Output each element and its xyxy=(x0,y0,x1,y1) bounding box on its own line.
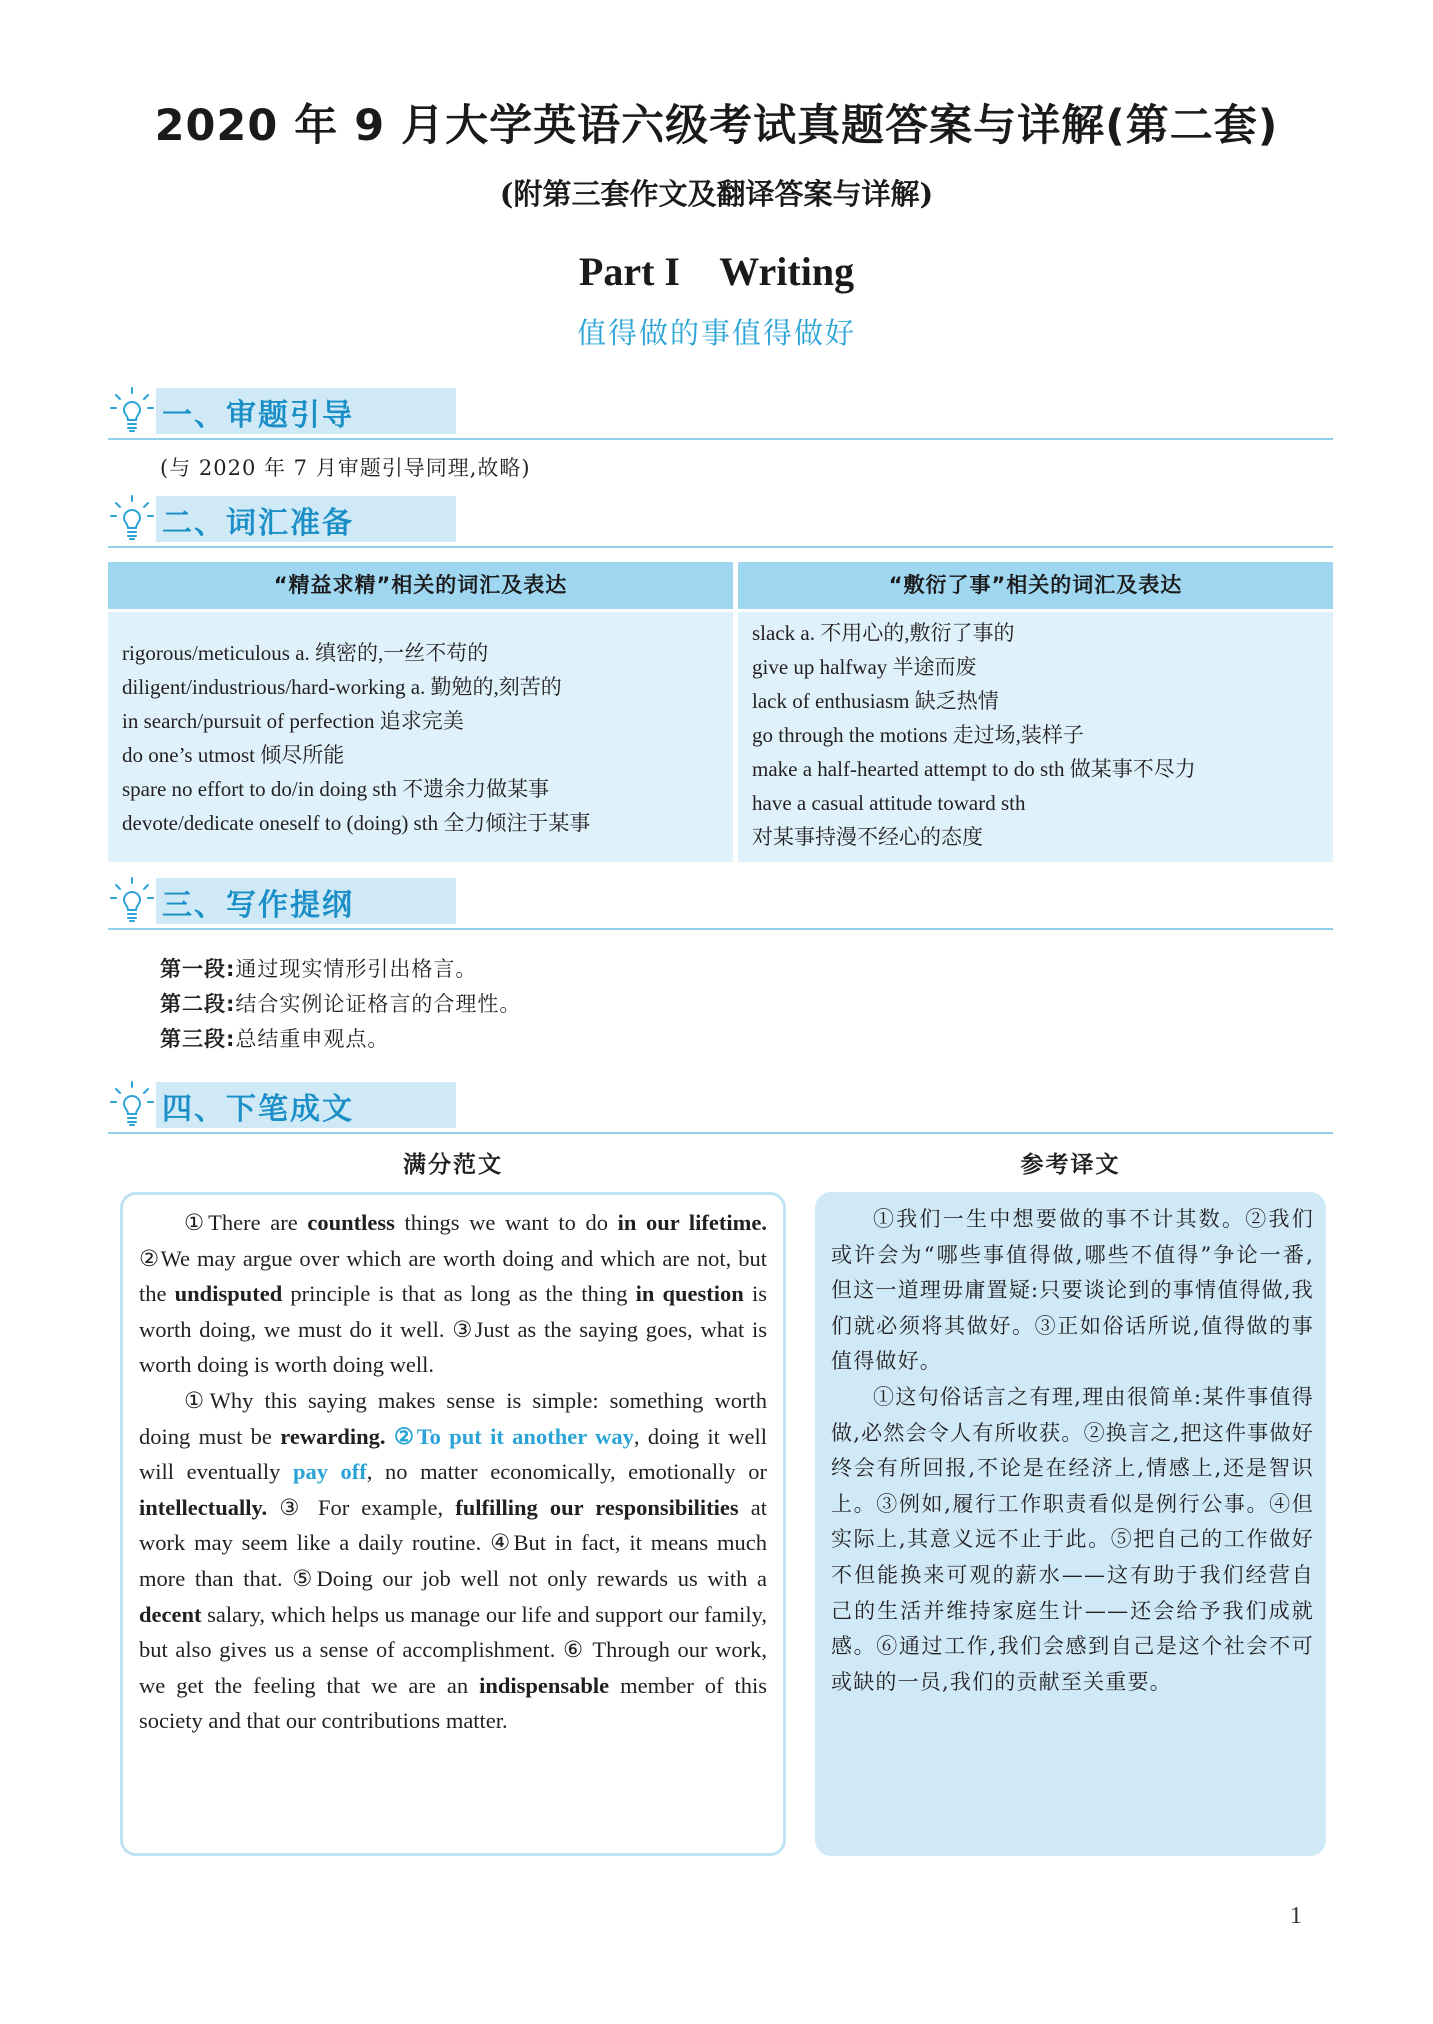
essay-text-run: things we want to do xyxy=(394,1210,618,1235)
essay-text-run xyxy=(385,1424,393,1449)
essay-text-run: ①There are xyxy=(184,1210,308,1235)
vocab-left-list xyxy=(122,636,590,840)
essay-text-run: ①Why this saying makes sense is simple: something worth doing must be xyxy=(139,1387,767,1449)
outline-text: 总结重申观点。 xyxy=(235,1027,390,1051)
translation-paragraph: ①我们一生中想要做的事不计其数。②我们或许会为“哪些事值得做,哪些不值得”争论一番,但这一道理毋庸置疑:只要谈论到的事情值得做,我们就必须将其做好。③正如俗话所说,值得做的事值得做好。 xyxy=(831,1207,1314,1374)
essay-text-run: , no matter economically, emotionally or xyxy=(366,1459,768,1485)
essay-text-run: is worth doing, we must do it well. ③Just as the saying goes, what is worth doing is worth doing well. xyxy=(139,1281,767,1378)
model-essay-text xyxy=(139,1205,767,1739)
vocab-item: go through the motions 走过场,装样子 xyxy=(752,723,1084,747)
essay-text-run: , doing it well will eventually xyxy=(139,1423,767,1485)
essay-key-phrase: in question xyxy=(635,1281,744,1307)
essay-topic: 值得做的事值得做好 xyxy=(576,316,856,350)
essay-key-phrase: rewarding. xyxy=(280,1423,386,1449)
essay-text-run: member of this society and that our contributions matter. xyxy=(139,1672,767,1734)
section-header-2 xyxy=(108,492,1333,548)
document-subtitle: (附第三套作文及翻译答案与详解) xyxy=(499,177,934,211)
outline-label: 第一段: xyxy=(160,957,236,981)
essay-paragraph xyxy=(139,1383,767,1739)
translation-text xyxy=(831,1202,1314,1700)
translation-box xyxy=(815,1192,1326,1856)
essay-key-phrase: fulfilling our responsibilities xyxy=(455,1494,739,1520)
vocab-item: slack a. 不用心的,敷衍了事的 xyxy=(752,621,1015,645)
writing-outline xyxy=(160,952,521,1057)
document-title: 2020 年 9 月大学英语六级考试真题答案与详解(第二套) xyxy=(154,101,1279,151)
page-number: 1 xyxy=(1290,1903,1302,1929)
lightbulb-icon xyxy=(110,494,154,542)
translation-paragraph: ①这句俗话言之有理,理由很简单:某件事值得做,必然会令人有所收获。②换言之,把这件事做好终会有所回报,不论是在经济上,情感上,还是智识上。③例如,履行工作职责看似是例行公事。④但实际上,其意义远不止于此。⑤把自己的工作做好不但能换来可观的薪水——这有助于我们经营自己的生活并维持家庭生计——还会给予我们成就感。⑥通过工作,我们会感到自己是这个社会不可或缺的一员,我们的贡献至关重要。 xyxy=(831,1384,1314,1694)
vocab-item: devote/dedicate oneself to (doing) sth 全力倾注于某事 xyxy=(122,811,591,835)
part-title: Part I Writing xyxy=(578,249,855,294)
lightbulb-icon xyxy=(110,1080,154,1128)
section-label: 一、审题引导 xyxy=(162,398,354,433)
outline-item xyxy=(160,1022,521,1057)
essay-text-run: at work may seem like a daily routine. ④But in fact, it means much more than that. ⑤Doing our job well not only rewards us with a xyxy=(139,1494,767,1591)
section-1-note: (与 2020 年 7 月审题引导同理,故略) xyxy=(160,456,531,480)
translation-heading: 参考译文 xyxy=(1020,1152,1121,1178)
vocab-right-header: “敷衍了事”相关的词汇及表达 xyxy=(738,562,1333,609)
vocab-item: give up halfway 半途而废 xyxy=(752,655,977,679)
vocabulary-table xyxy=(108,562,1333,862)
lightbulb-icon xyxy=(110,876,154,924)
essay-highlight-phrase: ②To put it another way xyxy=(393,1423,634,1449)
model-essay-box xyxy=(120,1192,786,1856)
model-essay-heading: 满分范文 xyxy=(403,1152,503,1178)
section-label: 四、下笔成文 xyxy=(162,1092,354,1127)
section-divider xyxy=(108,438,1333,440)
vocab-left-cell xyxy=(108,612,733,862)
essay-key-phrase: intellectually. xyxy=(139,1494,268,1520)
essay-key-phrase: in our lifetime. xyxy=(617,1210,767,1235)
section-label: 三、写作提纲 xyxy=(162,888,354,923)
essay-key-phrase: indispensable xyxy=(479,1672,610,1698)
section-label: 二、词汇准备 xyxy=(162,506,354,541)
outline-label: 第三段: xyxy=(160,1027,236,1051)
section-header-4 xyxy=(108,1078,1333,1134)
vocab-item: 对某事持漫不经心的态度 xyxy=(752,825,983,849)
vocab-right-list xyxy=(752,616,1196,854)
outline-item xyxy=(160,952,521,987)
section-divider xyxy=(108,1132,1333,1134)
vocab-item: lack of enthusiasm 缺乏热情 xyxy=(752,689,999,713)
vocab-item: have a casual attitude toward sth xyxy=(752,791,1026,815)
section-divider xyxy=(108,546,1333,548)
vocab-left-header: “精益求精”相关的词汇及表达 xyxy=(108,562,733,609)
vocab-item: in search/pursuit of perfection 追求完美 xyxy=(122,709,464,733)
outline-label: 第二段: xyxy=(160,992,236,1016)
section-divider xyxy=(108,928,1333,930)
vocab-item: make a half-hearted attempt to do sth 做某事不尽力 xyxy=(752,757,1196,781)
essay-key-phrase: decent xyxy=(139,1601,202,1627)
essay-text-run: ②We may argue over which are worth doing and which are not, but the xyxy=(139,1245,767,1307)
essay-paragraph xyxy=(139,1205,767,1383)
section-header-1 xyxy=(108,384,1333,440)
essay-highlight-phrase: pay off xyxy=(292,1459,367,1485)
essay-text-run: principle is that as long as the thing xyxy=(282,1281,636,1307)
outline-text: 通过现实情形引出格言。 xyxy=(235,957,478,981)
vocab-item: do one’s utmost 倾尽所能 xyxy=(122,743,345,767)
essay-text-run: salary, which helps us manage our life and support our family, but also gives us a sense of accomplishment. ⑥ Through our work, we get the feeling that we are an xyxy=(139,1601,767,1698)
essay-text-run: ③ For example, xyxy=(267,1494,456,1520)
vocab-item: spare no effort to do/in doing sth 不遗余力做某事 xyxy=(122,777,550,801)
outline-item xyxy=(160,987,521,1022)
section-header-3 xyxy=(108,874,1333,930)
lightbulb-icon xyxy=(110,386,154,434)
vocab-item: rigorous/meticulous a. 缜密的,一丝不苟的 xyxy=(122,641,489,665)
outline-text: 结合实例论证格言的合理性。 xyxy=(235,992,522,1016)
essay-key-phrase: undisputed xyxy=(174,1281,283,1307)
vocab-item: diligent/industrious/hard-working a. 勤勉的,刻苦的 xyxy=(122,675,562,699)
vocab-right-cell xyxy=(738,612,1333,862)
essay-key-phrase: countless xyxy=(307,1210,395,1235)
